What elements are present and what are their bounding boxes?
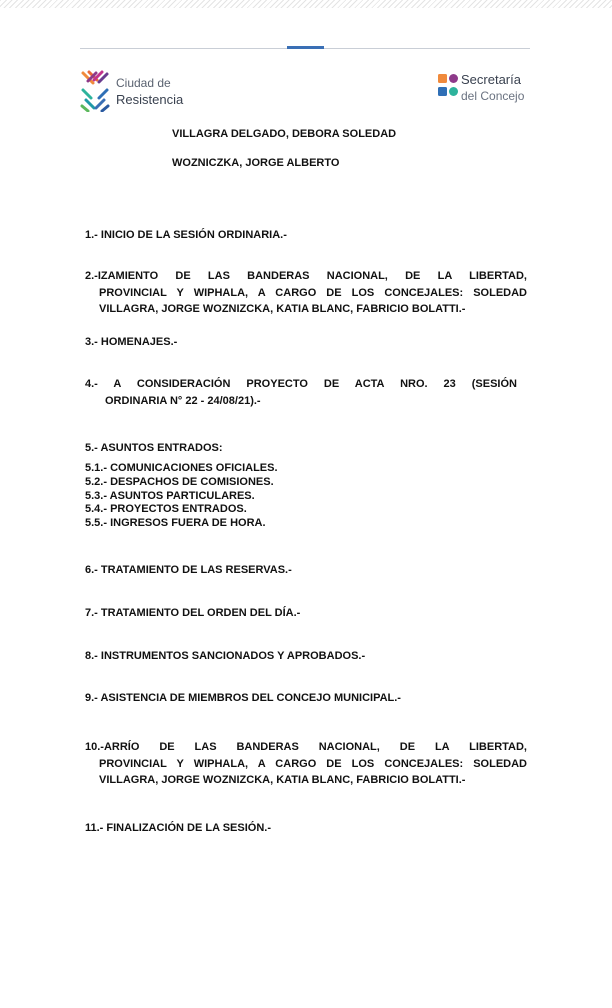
agenda-item-10-line3: VILLAGRA, JORGE WOZNIZCKA, KATIA BLANC, FABRICIO BOLATTI.-: [99, 774, 466, 786]
agenda-subitem-5-3: 5.3.- ASUNTOS PARTICULARES.: [85, 489, 255, 502]
agenda-item-10: [85, 739, 527, 789]
city-logo-icon: [80, 70, 110, 112]
agenda-item-4: [85, 376, 517, 409]
agenda-item-4-line1: 4.- A CONSIDERACIÓN PROYECTO DE ACTA NRO. 23 (SESIÓN: [85, 378, 517, 390]
logo-ciudad-de-resistencia: [80, 70, 210, 112]
agenda-item-8: 8.- INSTRUMENTOS SANCIONADOS Y APROBADOS.-: [85, 650, 366, 662]
agenda-item-7: 7.- TRATAMIENTO DEL ORDEN DEL DÍA.-: [85, 607, 301, 619]
agenda-subitem-5-4: 5.4.- PROYECTOS ENTRADOS.: [85, 503, 247, 516]
agenda-item-3: 3.- HOMENAJES.-: [85, 336, 178, 348]
agenda-item-2-line2: PROVINCIAL Y WIPHALA, A CARGO DE LOS CONCEJALES: SOLEDAD: [99, 286, 527, 299]
logo-right-line2: del Concejo: [461, 89, 525, 103]
agenda-item-11: 11.- FINALIZACIÓN DE LA SESIÓN.-: [85, 822, 271, 834]
agenda-item-10-line2: PROVINCIAL Y WIPHALA, A CARGO DE LOS CONCEJALES: SOLEDAD: [99, 757, 527, 770]
agenda-subitems-5: [85, 462, 278, 531]
agenda-subitem-5-1: 5.1.- COMUNICACIONES OFICIALES.: [85, 462, 278, 474]
logo-left-line1: Ciudad de: [116, 76, 171, 90]
agenda-subitem-5-5: 5.5.- INGRESOS FUERA DE HORA.: [85, 517, 266, 530]
attendee-name: VILLAGRA DELGADO, DEBORA SOLEDAD: [172, 128, 397, 140]
agenda-item-4-line2: ORDINARIA N° 22 - 24/08/21).-: [105, 394, 261, 407]
agenda-item-10-line1: 10.-ARRÍO DE LAS BANDERAS NACIONAL, DE LA LIBERTAD,: [85, 741, 527, 753]
logo-left-line2: Resistencia: [116, 92, 184, 107]
agenda-item-2-line1: 2.-IZAMIENTO DE LAS BANDERAS NACIONAL, DE LA LIBERTAD,: [85, 270, 527, 282]
header-rule-accent: [287, 46, 324, 49]
agenda-item-6: 6.- TRATAMIENTO DE LAS RESERVAS.-: [85, 564, 292, 576]
agenda-item-2-line3: VILLAGRA, JORGE WOZNIZCKA, KATIA BLANC, FABRICIO BOLATTI.-: [99, 303, 466, 315]
agenda-item-1: 1.- INICIO DE LA SESIÓN ORDINARIA.-: [85, 229, 287, 241]
logo-right-line1: Secretaría: [461, 72, 521, 87]
top-pattern: [0, 0, 612, 8]
secretaria-logo-icon: [438, 74, 458, 102]
attendee-name: WOZNICZKA, JORGE ALBERTO: [172, 157, 340, 169]
agenda-item-5: 5.- ASUNTOS ENTRADOS:: [85, 442, 223, 454]
agenda-subitem-5-2: 5.2.- DESPACHOS DE COMISIONES.: [85, 475, 274, 488]
agenda-item-9: 9.- ASISTENCIA DE MIEMBROS DEL CONCEJO MUNICIPAL.-: [85, 692, 401, 704]
agenda-item-2: [85, 268, 527, 318]
logo-secretaria-del-concejo: [438, 70, 538, 110]
